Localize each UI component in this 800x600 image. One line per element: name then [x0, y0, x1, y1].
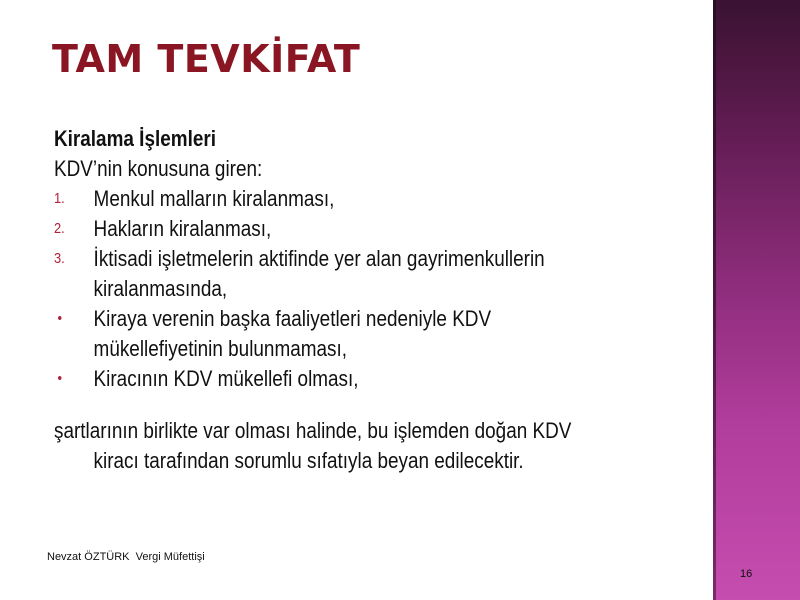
list-item-line: kiralanmasında, [93, 276, 228, 301]
bullet-icon: • [57, 310, 62, 327]
decorative-side-band [713, 0, 800, 600]
subheading: Kiralama İşlemleri [54, 126, 216, 151]
slide-title: TAM TEVKİFAT [52, 37, 361, 81]
page-number: 16 [740, 568, 753, 580]
paragraph-spacer [54, 394, 613, 416]
list-item [54, 304, 613, 364]
list-item-line: Hakların kiralanması, [93, 216, 272, 241]
list-marker: 2. [54, 220, 65, 237]
slide-body [54, 124, 613, 476]
list-marker: 3. [54, 250, 65, 267]
list-item [54, 184, 613, 214]
list-item-line: İktisadi işletmelerin aktifinde yer alan gayrimenkullerin [93, 246, 545, 271]
footer-author: Nevzat ÖZTÜRK Vergi Müfettişi [47, 551, 205, 563]
list-item-text [94, 304, 613, 364]
list-item [54, 244, 613, 304]
list-item-text [94, 214, 613, 244]
list-item-line: Kiraya verenin başka faaliyetleri nedeniyle KDV [93, 306, 492, 331]
list-item-line: mükellefiyetinin bulunmaması, [93, 336, 348, 361]
bullet-icon: • [57, 370, 62, 387]
list-item [54, 214, 613, 244]
list-item-text [94, 184, 613, 214]
list-item-line: Menkul malların kiralanması, [93, 186, 335, 211]
list-item-line: Kiracının KDV mükellefi olması, [93, 366, 359, 391]
intro-text: KDV’nin konusuna giren: [54, 156, 263, 181]
list-item-text [94, 244, 613, 304]
list-marker: 1. [54, 190, 65, 207]
list-item-text [94, 364, 613, 394]
conclusion-text: şartlarının birlikte var olması halinde, bu işlemden doğan KDV kiracı tarafından sorumlu sıfatıyla beyan edilecektir. [54, 418, 572, 473]
list-item [54, 364, 613, 394]
